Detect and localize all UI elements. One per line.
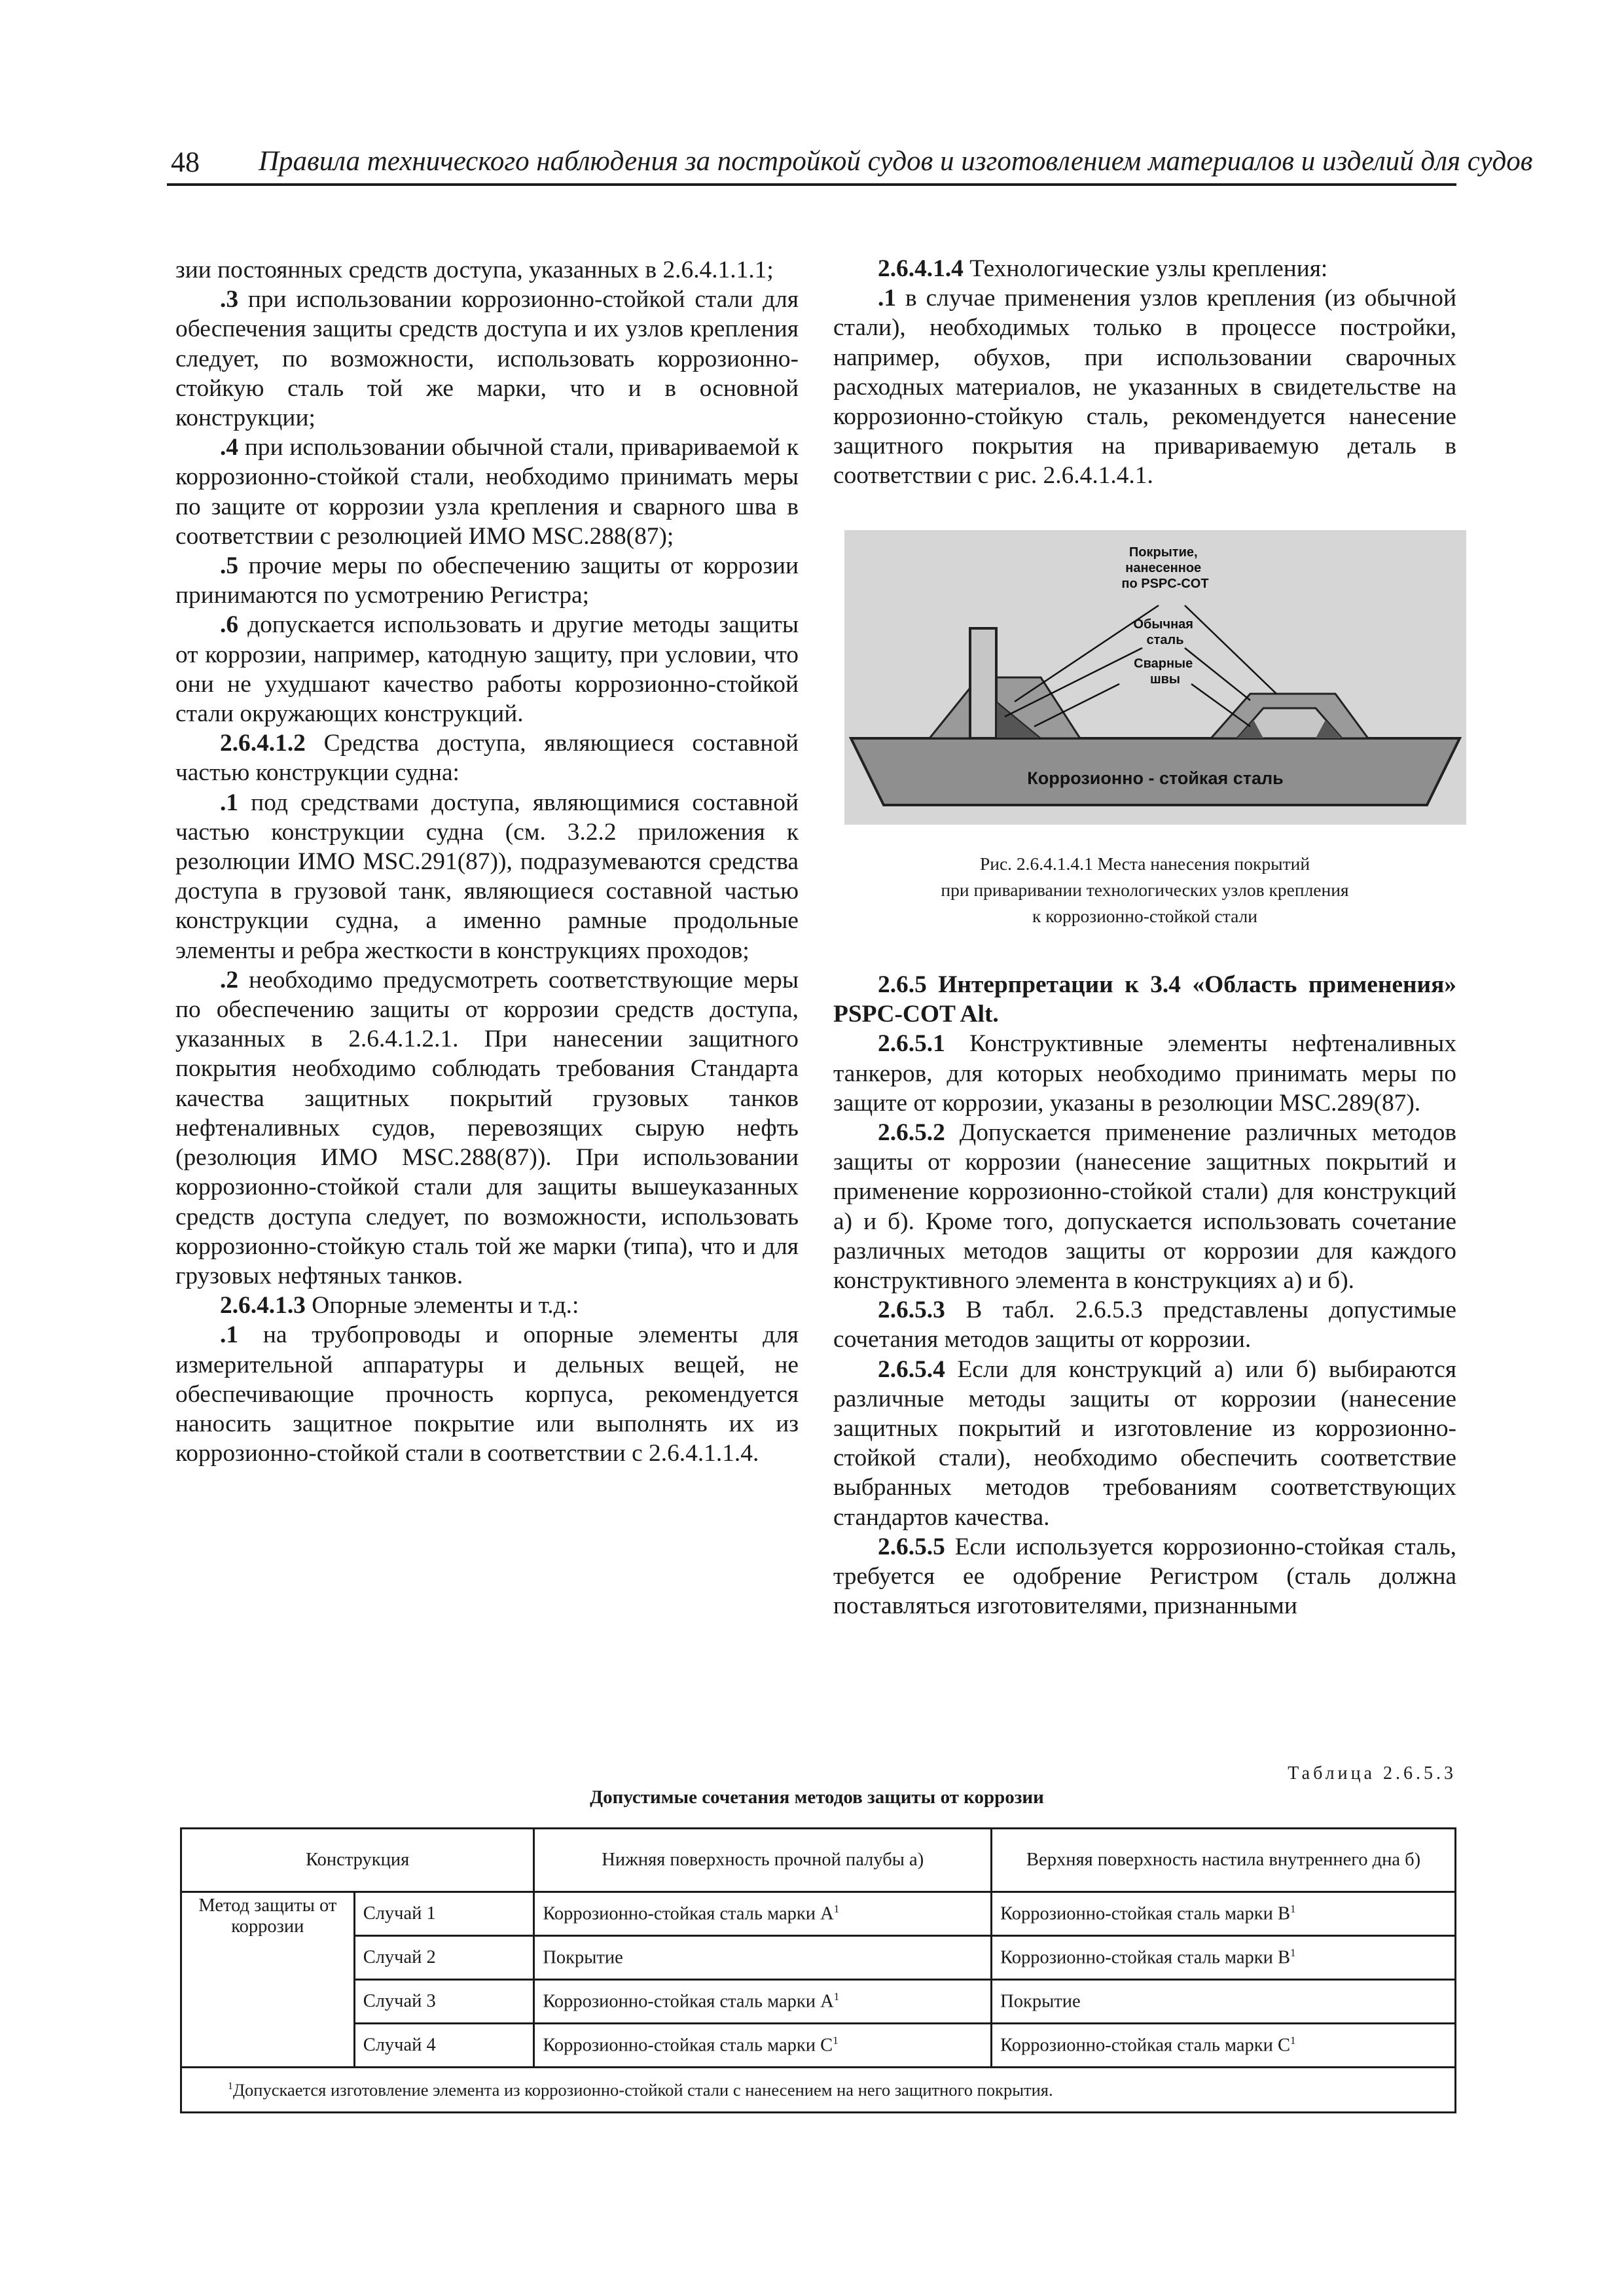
- paragraph: .1 под средствами доступа, являющимися составной частью конструкции судна (см. 3.2.2 приложения к резолюции ИМО MSC.291(87)), подразумеваются средства доступа в грузовой танк, являющиеся составной частью конструкции судна, а именно рамные продольные элементы и ребра жесткости в конструкциях проходов;: [175, 789, 799, 964]
- paragraph: .6 допускается использовать и другие методы защиты от коррозии, например, катодную защиту, при условии, что они не ухудшают качество работы коррозионно-стойкой стали окружающих конструкций.: [175, 611, 799, 728]
- case-cell: Случай 1: [354, 1892, 534, 1936]
- table-row: [181, 2024, 1456, 2068]
- paragraph: 2.6.5.5 Если используется коррозионно-стойкая сталь, требуется ее одобрение Регистром (сталь должна поставляться изготовителями, признанными: [833, 1533, 1456, 1620]
- table-header-row: [181, 1829, 1456, 1892]
- table-cell: Покрытие: [534, 1936, 992, 1980]
- case-cell: Случай 3: [354, 1980, 534, 2024]
- header-cell: Верхняя поверхность настила внутреннего дна б): [992, 1829, 1456, 1892]
- figure-caption: Рис. 2.6.4.1.4.1 Места нанесения покрытий при приваривании технологических узлов крепления к коррозионно-стойкой стали: [941, 853, 1349, 926]
- header-cell: Конструкция: [181, 1829, 534, 1892]
- paragraph: .2 необходимо предусмотреть соответствующие меры по обеспечению защиты от коррозии средств доступа, указанных в 2.6.4.1.2.1. При нанесении защитного покрытия необходимо соблюдать требования Стандарта качества защитных покрытий грузовых танков нефтеналивных судов, перевозящих сырую нефть (резолюция ИМО MSC.288(87)). При использовании коррозионно-стойкой стали для защиты вышеуказанных средств доступа следует, по возможности, использовать коррозионно-стойкую сталь той же марки (типа), что и для грузовых нефтяных танков.: [175, 966, 799, 1289]
- table-row: [181, 1892, 1456, 1936]
- table-footnote-row: [181, 2068, 1456, 2113]
- paragraph: 2.6.5.3 В табл. 2.6.5.3 представлены допустимые сочетания методов защиты от коррозии.: [833, 1297, 1456, 1354]
- table-row: [181, 1980, 1456, 2024]
- table-title: Допустимые сочетания методов защиты от коррозии: [590, 1787, 1044, 1808]
- section-heading: 2.6.5 Интерпретации к 3.4 «Область применения» PSPC-COT Alt.: [833, 971, 1456, 1028]
- left-column: [175, 255, 799, 1468]
- paragraph: 2.6.5.1 Конструктивные элементы нефтеналивных танкеров, для которых необходимо принимать меры по защите от коррозии, указаны в резолюции MSC.289(87).: [833, 1030, 1456, 1117]
- paragraph: 2.6.5.4 Если для конструкций а) или б) выбираются различные методы защиты от коррозии (нанесение защитных покрытий и изготовление из коррозионно-стойкой стали), необходимо обеспечить соответствие выбранных методов требованиям соответствующих стандартов качества.: [833, 1355, 1456, 1531]
- paragraph: 2.6.5.2 Допускается применение различных методов защиты от коррозии (нанесение защитных покрытий и применение коррозионно-стойкой стали) для конструкций а) и б). Кроме того, допускается использовать сочетание различных методов защиты от коррозии для каждого конструктивного элемента в конструкциях а) и б).: [833, 1119, 1456, 1295]
- page-header: [167, 145, 1533, 186]
- header-cell: Нижняя поверхность прочной палубы а): [534, 1829, 992, 1892]
- ordinary-steel-plate: [970, 628, 996, 738]
- table-cell: Коррозионно-стойкая сталь марки $С^1$: [992, 2024, 1456, 2068]
- table-cell: Покрытие: [992, 1980, 1456, 2024]
- table-cell: Коррозионно-стойкая сталь марки $А^1$: [534, 1892, 992, 1936]
- page-number: 48: [171, 146, 200, 178]
- welds-label: Сварные швы: [1134, 656, 1193, 687]
- paragraph: .3 при использовании коррозионно-стойкой стали для обеспечения защиты средств доступа и их узлов крепления следует, по возможности, использовать коррозионно-стойкую сталь той же марки, что и в основной конструкции;: [175, 286, 799, 432]
- paragraph: зии постоянных средств доступа, указанных в 2.6.4.1.1.1;: [175, 257, 774, 283]
- right-column-top: [833, 254, 1456, 491]
- table-row: [181, 1936, 1456, 1980]
- paragraph: .1 в случае применения узлов крепления (из обычной стали), необходимых только в процессе постройки, например, обухов, при использовании сварочных расходных материалов, не указанных в свидетельстве на коррозионно-стойкую сталь, рекомендуется нанесение защитного покрытия на привариваемую деталь в соответствии с рис. 2.6.4.1.4.1.: [833, 285, 1456, 490]
- case-cell: Случай 2: [354, 1936, 534, 1980]
- paragraph: 2.6.4.1.4 Технологические узлы крепления:: [878, 255, 1328, 282]
- table-footnote: $^1$Допускается изготовление элемента из коррозионно-стойкой стали с нанесением на него защитного покрытия.: [181, 2068, 1456, 2113]
- paragraph: 2.6.4.1.2 Средства доступа, являющиеся составной частью конструкции судна:: [175, 730, 799, 787]
- paragraph: 2.6.4.1.3 Опорные элементы и т.д.:: [220, 1292, 579, 1319]
- case-cell: Случай 4: [354, 2024, 534, 2068]
- table-cell: Коррозионно-стойкая сталь марки $С^1$: [534, 2024, 992, 2068]
- steel-label: Обычная сталь: [1133, 617, 1193, 647]
- attachment-diagram: [844, 530, 1466, 825]
- paragraph: .4 при использовании обычной стали, привариваемой к коррозионно-стойкой стали, необходимо принимать меры по защите от коррозии узла крепления и сварного шва в соответствии с резолюцией ИМО MSC.288(87);: [175, 434, 799, 550]
- table-cell: Коррозионно-стойкая сталь марки $А^1$: [534, 1980, 992, 2024]
- coating-label: Покрытие, нанесенное по PSPC-COT: [1121, 545, 1209, 591]
- method-label-cell: Метод защиты от коррозии: [181, 1892, 355, 2068]
- table-cell: Коррозионно-стойкая сталь марки $В^1$: [992, 1892, 1456, 1936]
- protection-methods-table: [180, 1827, 1456, 2113]
- running-title: Правила технического наблюдения за постройкой судов и изготовлением материалов и изделий для судов: [259, 146, 1533, 177]
- base-label: Коррозионно - стойкая сталь: [1027, 768, 1284, 788]
- paragraph: .1 на трубопроводы и опорные элементы для измерительной аппаратуры и дельных вещей, не обеспечивающие прочность корпуса, рекомендуется наносить защитное покрытие или выполнять их из коррозионно-стойкой стали в соответствии с 2.6.4.1.1.4.: [175, 1321, 799, 1467]
- table-cell: Коррозионно-стойкая сталь марки $В^1$: [992, 1936, 1456, 1980]
- paragraph: .5 прочие меры по обеспечению защиты от коррозии принимаются по усмотрению Регистра;: [175, 552, 799, 609]
- right-column-bottom: [833, 970, 1456, 1621]
- table-label: Таблица 2.6.5.3: [1288, 1763, 1456, 1784]
